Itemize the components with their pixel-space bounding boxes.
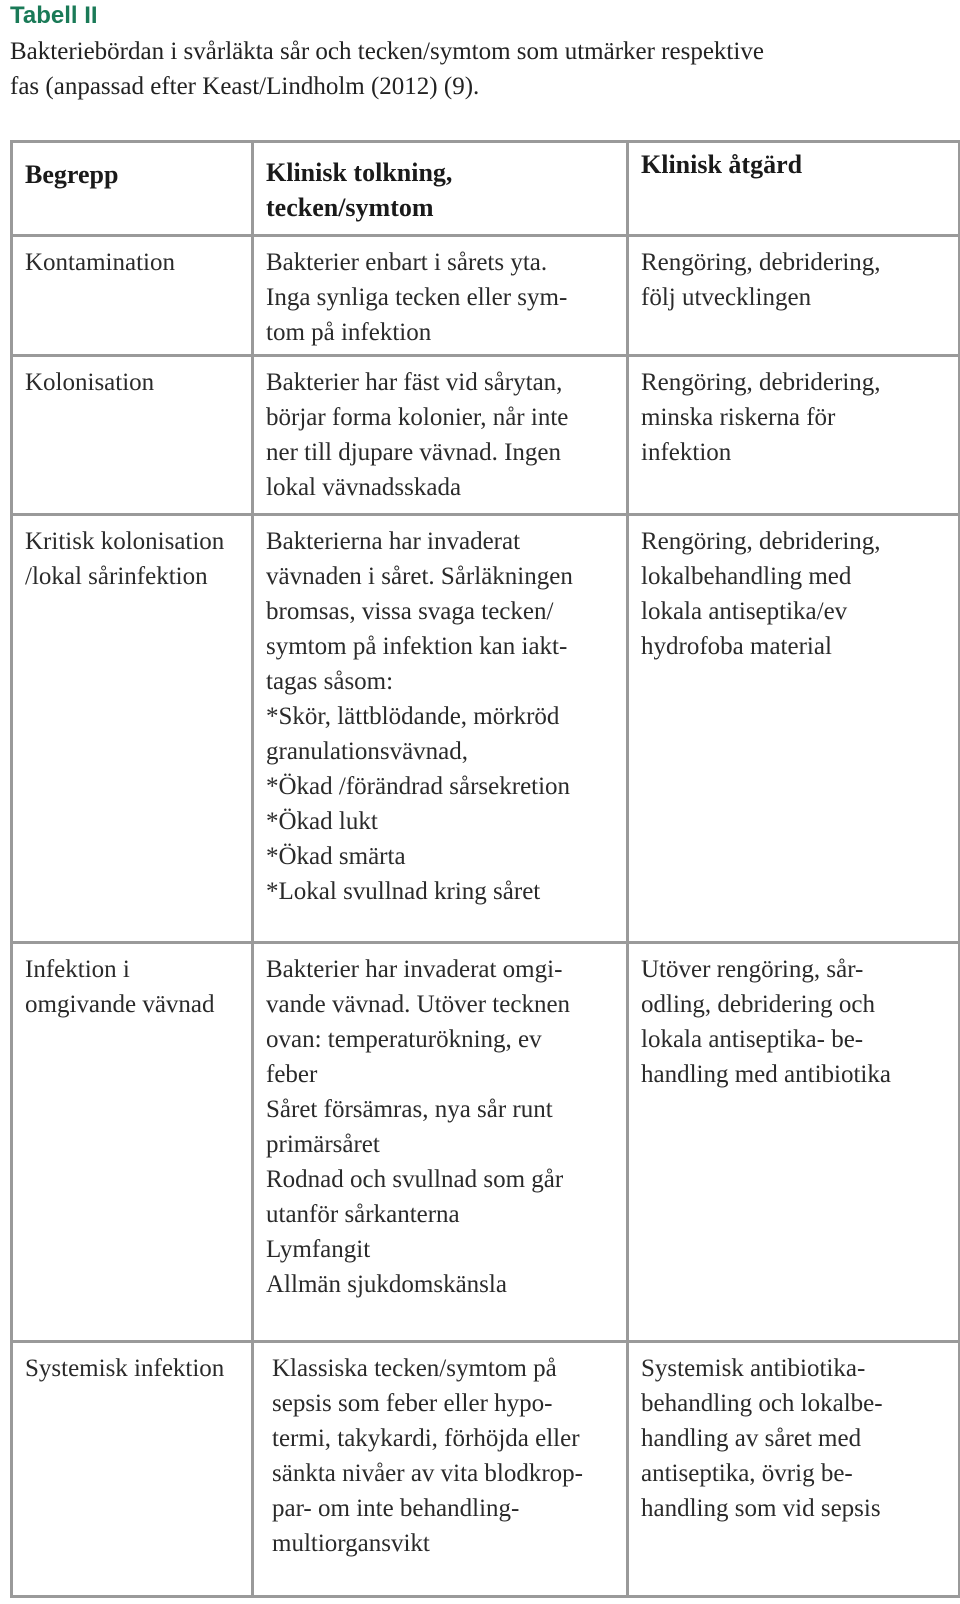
cell-line: börjar forma kolonier, når inte: [266, 403, 569, 431]
cell-tolkning: [253, 1342, 628, 1597]
header-text: Begrepp: [25, 160, 119, 189]
header-text: tecken/symtom: [266, 193, 434, 222]
caption-line: Bakteriebördan i svårläkta sår och tecken/symtom som utmärker respektive: [10, 38, 764, 65]
cell-line: *Lokal svullnad kring såret: [266, 877, 541, 905]
cell-line: Kontamination: [25, 248, 175, 276]
cell-line: handling av såret med: [641, 1425, 862, 1453]
table-title: Tabell II: [10, 2, 98, 29]
cell-line: minska riskerna för: [641, 403, 836, 431]
cell-line: lokal vävnadsskada: [266, 473, 462, 501]
cell-atgard: [628, 1342, 960, 1597]
cell-line: par- om inte behandling-: [272, 1495, 520, 1523]
cell-line: lokala antiseptika/ev: [641, 597, 848, 625]
caption-line: fas (anpassad efter Keast/Lindholm (2012) (9).: [10, 73, 480, 100]
cell-line: tagas såsom:: [266, 667, 394, 695]
cell-line: utanför sårkanterna: [266, 1200, 460, 1228]
cell-line: *Ökad smärta: [266, 842, 406, 870]
cell-line: Systemisk antibiotika-: [641, 1355, 866, 1383]
cell-line: Rengöring, debridering,: [641, 248, 881, 276]
cell-tolkning: [253, 235, 628, 355]
table-row-kritisk-kolonisation: [12, 514, 960, 942]
cell-line: Bakterier har fäst vid sårytan,: [266, 368, 563, 396]
header-text: Klinisk tolkning,: [266, 158, 453, 187]
cell-atgard: [628, 942, 960, 1341]
cell-line: omgivande vävnad: [25, 990, 215, 1018]
cell-line: handling med antibiotika: [641, 1060, 891, 1088]
cell-line: Lymfangit: [266, 1235, 371, 1263]
cell-line: hydrofoba material: [641, 632, 832, 660]
cell-line: Rengöring, debridering,: [641, 527, 881, 555]
header-text: Klinisk åtgärd: [641, 150, 803, 179]
cell-line: Kritisk kolonisation: [25, 527, 225, 555]
wound-infection-table: [10, 140, 960, 1598]
cell-line: *Skör, lättblödande, mörkröd: [266, 702, 560, 730]
cell-line: handling som vid sepsis: [641, 1495, 881, 1523]
cell-line: Infektion i: [25, 955, 130, 983]
cell-line: vande vävnad. Utöver tecknen: [266, 990, 571, 1018]
cell-line: *Ökad lukt: [266, 807, 378, 835]
cell-atgard: [628, 355, 960, 514]
cell-line: sepsis som feber eller hypo-: [272, 1390, 553, 1418]
cell-line: Såret försämras, nya sår runt: [266, 1095, 553, 1123]
cell-line: feber: [266, 1060, 318, 1088]
cell-line: termi, takykardi, förhöjda eller: [272, 1425, 580, 1453]
cell-line: sänkta nivåer av vita blodkrop-: [272, 1460, 584, 1488]
cell-begrepp: [12, 1342, 253, 1597]
cell-line: Systemisk infektion: [25, 1355, 225, 1383]
cell-line: primärsåret: [266, 1130, 380, 1158]
cell-line: Kolonisation: [25, 368, 155, 396]
header-begrepp: [12, 142, 253, 236]
cell-line: ovan: temperaturökning, ev: [266, 1025, 542, 1053]
cell-line: granulationsvävnad,: [266, 737, 469, 765]
cell-line: infektion: [641, 438, 732, 466]
cell-begrepp: [12, 942, 253, 1341]
header-klinisk-atgard: [628, 142, 960, 236]
cell-line: följ utvecklingen: [641, 283, 812, 311]
cell-begrepp: [12, 235, 253, 355]
cell-begrepp: [12, 514, 253, 942]
table-row-kontamination: [12, 235, 960, 355]
cell-tolkning: [253, 942, 628, 1341]
cell-atgard: [628, 235, 960, 355]
cell-line: Bakterierna har invaderat: [266, 527, 521, 555]
cell-line: vävnaden i såret. Sårläkningen: [266, 562, 573, 590]
cell-tolkning: [253, 355, 628, 514]
cell-line: Bakterier enbart i sårets yta.: [266, 248, 548, 276]
cell-line: Bakterier har invaderat omgi-: [266, 955, 563, 983]
cell-line: *Ökad /förändrad sårsekretion: [266, 772, 571, 800]
cell-begrepp: [12, 355, 253, 514]
cell-line: Klassiska tecken/symtom på: [272, 1355, 557, 1383]
header-klinisk-tolkning: [253, 142, 628, 236]
cell-line: behandling och lokalbe-: [641, 1390, 883, 1418]
table-row-kolonisation: [12, 355, 960, 514]
cell-line: tom på infektion: [266, 318, 432, 346]
cell-line: Allmän sjukdomskänsla: [266, 1270, 507, 1298]
cell-atgard: [628, 514, 960, 942]
cell-line: Utöver rengöring, sår-: [641, 955, 864, 983]
table-row-infektion-omgivande: [12, 942, 960, 1341]
table-caption: [10, 34, 930, 104]
cell-line: lokalbehandling med: [641, 562, 852, 590]
cell-line: bromsas, vissa svaga tecken/: [266, 597, 554, 625]
cell-line: Inga synliga tecken eller sym-: [266, 283, 568, 311]
cell-line: odling, debridering och: [641, 990, 875, 1018]
cell-line: ner till djupare vävnad. Ingen: [266, 438, 562, 466]
cell-line: /lokal sårinfektion: [25, 562, 208, 590]
cell-tolkning: [253, 514, 628, 942]
cell-line: symtom på infektion kan iakt-: [266, 632, 568, 660]
cell-line: antiseptika, övrig be-: [641, 1460, 853, 1488]
cell-line: multiorgansvikt: [272, 1530, 430, 1558]
table-row-systemisk-infektion: [12, 1342, 960, 1597]
cell-line: lokala antiseptika- be-: [641, 1025, 864, 1053]
cell-line: Rodnad och svullnad som går: [266, 1165, 564, 1193]
cell-line: Rengöring, debridering,: [641, 368, 881, 396]
header-row: [12, 142, 960, 236]
